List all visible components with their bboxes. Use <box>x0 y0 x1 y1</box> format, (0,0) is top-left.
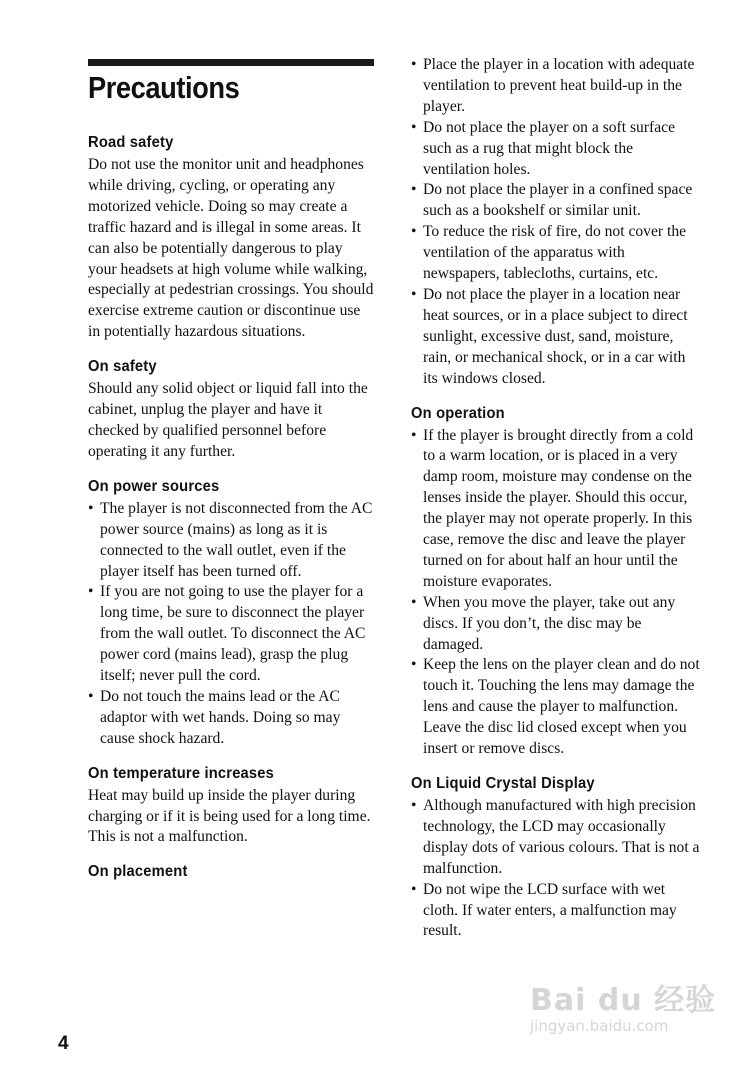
lcd-heading: On Liquid Crystal Display <box>411 775 595 792</box>
bullet-icon: • <box>411 797 417 814</box>
section-lcd <box>411 773 701 942</box>
power-sources-heading: On power sources <box>88 477 220 495</box>
list-item-text: Do not wipe the LCD surface with wet cloth. If water enters, a malfunction may result. <box>423 880 677 940</box>
list-item <box>411 593 701 656</box>
placement-list <box>411 55 701 390</box>
list-item <box>411 118 701 181</box>
section-temperature <box>88 763 374 849</box>
section-power-sources <box>88 476 374 750</box>
list-item-text: If the player is brought directly from a cold to a warm location, or is placed in a very damp room, moisture may condense on the lenses inside the player. Should this occur, the player may not operate properly. In this case, remove the disc and leave the player turned on for about half an hour until the moisture evaporates. <box>423 426 694 590</box>
temperature-heading: On temperature increases <box>88 764 275 782</box>
bullet-icon: • <box>411 223 417 241</box>
section-placement <box>88 861 374 883</box>
list-item <box>411 655 701 760</box>
list-item-text: Do not place the player in a location near heat sources, or in a place subject to direct sunlight, excessive dust, sand, moisture, rain, or mechanical shock, or in a car with its windows closed. <box>423 285 688 387</box>
list-item <box>411 285 701 390</box>
road-safety-text: Do not use the monitor unit and headphones while driving, cycling, or operating any motorized vehicle. Doing so may create a traffic hazard and is illegal in some areas. It can also be potentially dangerous to play your headsets at high volume while walking, especially at pedestrian crossings. You should exercise extreme caution or discontinue use in potentially hazardous situations. <box>88 156 374 341</box>
list-item <box>88 582 374 687</box>
watermark <box>530 975 716 1035</box>
list-item-text: Do not place the player in a confined space such as a bookshelf or similar unit. <box>423 181 693 220</box>
list-item <box>411 55 701 118</box>
bullet-icon: • <box>411 56 417 73</box>
on-safety-heading: On safety <box>88 358 157 376</box>
road-safety-heading: Road safety <box>88 134 174 151</box>
list-item-text: Although manufactured with high precision technology, the LCD may occasionally display dots of various colours. That is not a malfunction. <box>423 797 700 877</box>
watermark-logo: Bai du 经验 <box>530 983 717 1018</box>
section-on-safety <box>88 356 374 463</box>
operation-heading: On operation <box>411 404 505 422</box>
bullet-icon: • <box>411 593 417 611</box>
list-item-text: The player is not disconnected from the AC power source (mains) as long as it is connected to the wall outlet, even if the player itself has been turned off. <box>100 499 373 580</box>
list-item <box>411 880 701 943</box>
bullet-icon: • <box>411 118 417 136</box>
list-item <box>411 796 701 880</box>
list-item <box>411 180 701 222</box>
section-placement-items <box>411 55 701 390</box>
bullet-icon: • <box>411 880 417 898</box>
bullet-icon: • <box>411 181 417 199</box>
bullet-icon: • <box>88 499 94 517</box>
title-rule <box>88 59 374 66</box>
list-item-text: Do not place the player on a soft surface such as a rug that might block the ventilation holes. <box>423 118 675 178</box>
list-item-text: Do not touch the mains lead or the AC adaptor with wet hands. Doing so may cause shock hazard. <box>100 687 341 747</box>
placement-heading: On placement <box>88 863 188 881</box>
section-operation <box>411 403 701 761</box>
list-item-text: Keep the lens on the player clean and do not touch it. Touching the lens may damage the lens and cause the player to malfunction. Leave the disc lid closed except when you insert or remove discs. <box>423 656 700 758</box>
left-column <box>88 132 374 896</box>
bullet-icon: • <box>411 426 417 444</box>
list-item-text: To reduce the risk of fire, do not cover the ventilation of the apparatus with newspapers, tablecloths, curtains, etc. <box>423 223 687 283</box>
list-item-text: When you move the player, take out any discs. If you don’t, the disc may be damaged. <box>423 593 676 653</box>
list-item-text: If you are not going to use the player for a long time, be sure to disconnect the player from the wall outlet. To disconnect the AC power cord (mains lead), grasp the plug itself; never pull the cord. <box>100 583 366 685</box>
bullet-icon: • <box>88 687 94 705</box>
list-item-text: Place the player in a location with adequate ventilation to prevent heat build-up in the player. <box>423 56 695 115</box>
list-item <box>88 687 374 750</box>
watermark-url: jingyan.baidu.com <box>530 1017 669 1035</box>
operation-list <box>411 426 701 761</box>
bullet-icon: • <box>411 656 417 674</box>
page-number: 4 <box>58 1033 69 1054</box>
lcd-list <box>411 796 701 942</box>
on-safety-text: Should any solid object or liquid fall into the cabinet, unplug the player and have it checked by qualified personnel before operating it any further. <box>88 380 368 460</box>
list-item <box>411 222 701 285</box>
list-item <box>411 426 701 593</box>
page-title: Precautions <box>88 70 240 105</box>
bullet-icon: • <box>88 583 94 601</box>
section-road-safety <box>88 132 374 343</box>
power-sources-list <box>88 499 374 750</box>
bullet-icon: • <box>411 285 417 303</box>
list-item <box>88 499 374 583</box>
temperature-text: Heat may build up inside the player during charging or if it is being used for a long time. This is not a malfunction. <box>88 786 371 846</box>
right-column <box>411 55 701 955</box>
